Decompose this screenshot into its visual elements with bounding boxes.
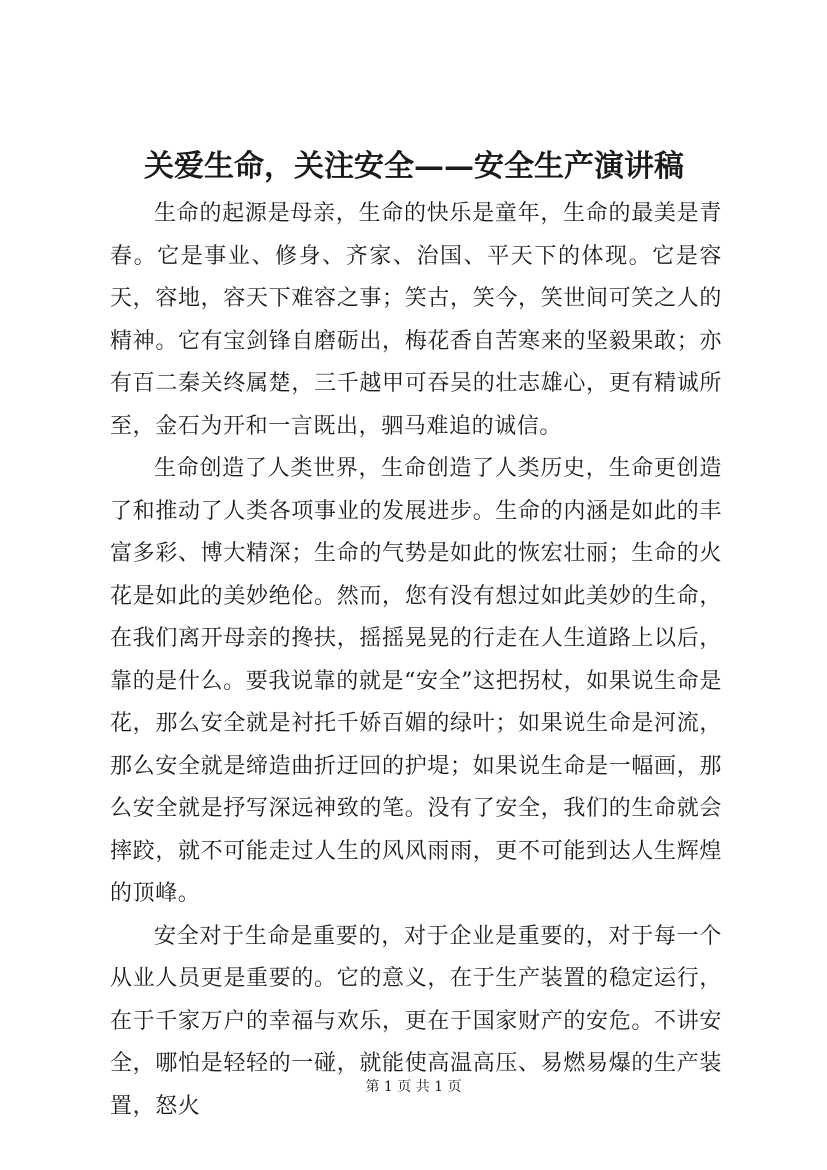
paragraph-2: 生命创造了人类世界，生命创造了人类历史，生命更创造了和推动了人类各项事业的发展进步。生命的内涵是如此的丰富多彩、博大精深；生命的气势是如此的恢宏壮丽；生命的火花是如此的美妙绝伦。然而，您有没有想过如此美妙的生命，在我们离开母亲的搀扶，摇摇晃晃的行走在人生道路上以后，靠的是什么。要我说靠的就是“安全”这把拐杖，如果说生命是花，那么安全就是衬托千娇百媚的绿叶；如果说生命是河流，那么安全就是缔造曲折迂回的护堤；如果说生命是一幅画，那么安全就是抒写深远神致的笔。没有了安全，我们的生命就会摔跤，就不可能走过人生的风风雨雨，更不可能到达人生辉煌的顶峰。 [110, 456, 722, 906]
page-footer: 第 1 页 共 1 页 [365, 1079, 462, 1095]
paragraph-1: 生命的起源是母亲，生命的快乐是童年，生命的最美是青春。它是事业、修身、齐家、治国、平天下的体现。它是容天，容地，容天下难容之事；笑古，笑今，笑世间可笑之人的精神。它有宝剑锋自磨砺出，梅花香自苦寒来的坚毅果敢；亦有百二秦关终属楚，三千越甲可吞吴的壮志雄心，更有精诚所至，金石为开和一言既出，驷马难追的诚信。 [110, 201, 722, 439]
document-body [110, 193, 722, 1128]
document-title: 关爱生命，关注安全——安全生产演讲稿 [144, 149, 684, 184]
paragraph-3: 安全对于生命是重要的，对于企业是重要的，对于每一个从业人员更是重要的。它的意义，在于生产装置的稳定运行，在于千家万户的幸福与欢乐，更在于国家财产的安危。不讲安全，哪怕是轻轻的一碰，就能使高温高压、易燃易爆的生产装置，怒火 [110, 923, 722, 1119]
